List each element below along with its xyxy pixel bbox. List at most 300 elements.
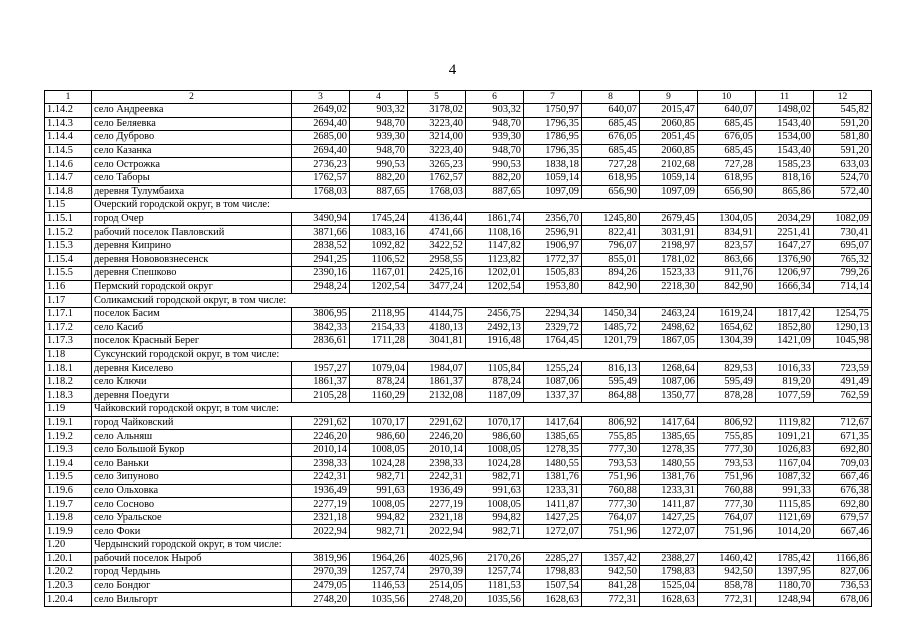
settlement-name: село Беляевка	[92, 117, 292, 131]
row-code: 1.17.1	[45, 307, 92, 321]
value-cell: 842,90	[582, 280, 640, 294]
value-cell: 2105,28	[292, 389, 350, 403]
value-cell: 982,71	[466, 525, 524, 539]
value-cell: 656,90	[582, 185, 640, 199]
value-cell: 736,53	[814, 579, 872, 593]
value-cell: 1121,69	[756, 511, 814, 525]
row-code: 1.17.3	[45, 335, 92, 349]
value-cell: 990,53	[350, 158, 408, 172]
value-cell: 942,50	[698, 566, 756, 580]
table-row	[45, 457, 872, 471]
section-title: Суксунский городской округ, в том числе:	[92, 348, 872, 362]
value-cell: 1411,87	[640, 498, 698, 512]
settlement-name: поселок Басим	[92, 307, 292, 321]
value-cell: 864,88	[582, 389, 640, 403]
value-cell: 991,63	[350, 484, 408, 498]
value-cell: 640,07	[582, 104, 640, 118]
settlement-name: село Фоки	[92, 525, 292, 539]
value-cell: 994,82	[466, 511, 524, 525]
value-cell: 1035,56	[466, 593, 524, 607]
table-row	[45, 389, 872, 403]
value-cell: 2356,70	[524, 212, 582, 226]
value-cell: 863,66	[698, 253, 756, 267]
value-cell: 1077,59	[756, 389, 814, 403]
value-cell: 3806,95	[292, 307, 350, 321]
value-cell: 755,85	[582, 430, 640, 444]
table-row	[45, 253, 872, 267]
value-cell: 2958,55	[408, 253, 466, 267]
value-cell: 822,41	[582, 226, 640, 240]
value-cell: 3214,00	[408, 131, 466, 145]
value-cell: 793,53	[582, 457, 640, 471]
value-cell: 1838,18	[524, 158, 582, 172]
value-cell: 1543,40	[756, 117, 814, 131]
table-row	[45, 267, 872, 281]
row-code: 1.14.6	[45, 158, 92, 172]
row-code: 1.19.1	[45, 416, 92, 430]
value-cell: 1119,82	[756, 416, 814, 430]
value-cell: 755,85	[698, 430, 756, 444]
table-row	[45, 416, 872, 430]
settlement-name: деревня Киселево	[92, 362, 292, 376]
value-cell: 1233,31	[524, 484, 582, 498]
value-cell: 878,28	[698, 389, 756, 403]
value-cell: 2321,18	[292, 511, 350, 525]
value-cell: 2034,29	[756, 212, 814, 226]
value-cell: 819,20	[756, 375, 814, 389]
value-cell: 1525,04	[640, 579, 698, 593]
row-code: 1.20	[45, 539, 92, 553]
column-header: 11	[756, 91, 814, 104]
value-cell: 679,57	[814, 511, 872, 525]
value-cell: 727,28	[582, 158, 640, 172]
value-cell: 1817,42	[756, 307, 814, 321]
value-cell: 2948,24	[292, 280, 350, 294]
table-row	[45, 185, 872, 199]
value-cell: 765,32	[814, 253, 872, 267]
value-cell: 1385,65	[640, 430, 698, 444]
settlement-name: село Вильгорт	[92, 593, 292, 607]
value-cell: 948,70	[466, 117, 524, 131]
value-cell: 1059,14	[640, 171, 698, 185]
value-cell: 1008,05	[466, 498, 524, 512]
settlement-name: деревня Поедуги	[92, 389, 292, 403]
row-code: 1.17.2	[45, 321, 92, 335]
value-cell: 1762,57	[408, 171, 466, 185]
value-cell: 2277,19	[292, 498, 350, 512]
column-header: 7	[524, 91, 582, 104]
value-cell: 1146,53	[350, 579, 408, 593]
value-cell: 1906,97	[524, 239, 582, 253]
settlement-name: город Чердынь	[92, 566, 292, 580]
section-title: Соликамский городской округ, в том числе:	[92, 294, 872, 308]
value-cell: 2294,34	[524, 307, 582, 321]
value-cell: 2242,31	[408, 471, 466, 485]
settlement-name: рабочий поселок Павловский	[92, 226, 292, 240]
settlement-name: деревня Тулумбаиха	[92, 185, 292, 199]
value-cell: 1798,83	[640, 566, 698, 580]
value-cell: 948,70	[350, 144, 408, 158]
section-title: Очерский городской округ, в том числе:	[92, 199, 872, 213]
value-cell: 685,45	[582, 144, 640, 158]
value-cell: 818,16	[756, 171, 814, 185]
value-cell: 572,40	[814, 185, 872, 199]
value-cell: 1785,42	[756, 552, 814, 566]
table-row	[45, 579, 872, 593]
settlement-name: село Большой Букор	[92, 443, 292, 457]
value-cell: 667,46	[814, 525, 872, 539]
value-cell: 4144,75	[408, 307, 466, 321]
table-row	[45, 307, 872, 321]
value-cell: 827,06	[814, 566, 872, 580]
value-cell: 939,30	[350, 131, 408, 145]
value-cell: 764,07	[582, 511, 640, 525]
table-row	[45, 171, 872, 185]
value-cell: 777,30	[582, 443, 640, 457]
value-cell: 2836,61	[292, 335, 350, 349]
value-cell: 1619,24	[698, 307, 756, 321]
value-cell: 991,63	[466, 484, 524, 498]
value-cell: 1181,53	[466, 579, 524, 593]
row-code: 1.20.1	[45, 552, 92, 566]
value-cell: 4180,13	[408, 321, 466, 335]
value-cell: 2022,94	[408, 525, 466, 539]
table-row	[45, 117, 872, 131]
table-row	[45, 566, 872, 580]
settlement-name: село Андреевка	[92, 104, 292, 118]
value-cell: 595,49	[698, 375, 756, 389]
value-cell: 878,24	[350, 375, 408, 389]
value-cell: 591,20	[814, 144, 872, 158]
value-cell: 834,91	[698, 226, 756, 240]
value-cell: 1257,74	[466, 566, 524, 580]
value-cell: 3031,91	[640, 226, 698, 240]
value-cell: 1008,05	[350, 498, 408, 512]
value-cell: 1337,37	[524, 389, 582, 403]
value-cell: 676,38	[814, 484, 872, 498]
value-cell: 2321,18	[408, 511, 466, 525]
value-cell: 1953,80	[524, 280, 582, 294]
value-cell: 2170,26	[466, 552, 524, 566]
value-cell: 1798,83	[524, 566, 582, 580]
value-cell: 2514,05	[408, 579, 466, 593]
value-cell: 1861,37	[292, 375, 350, 389]
value-cell: 1647,27	[756, 239, 814, 253]
value-cell: 1666,34	[756, 280, 814, 294]
value-cell: 829,53	[698, 362, 756, 376]
table-row	[45, 131, 872, 145]
value-cell: 865,86	[756, 185, 814, 199]
value-cell: 2060,85	[640, 144, 698, 158]
value-cell: 1450,34	[582, 307, 640, 321]
settlement-name: село Ключи	[92, 375, 292, 389]
value-cell: 2838,52	[292, 239, 350, 253]
row-code: 1.15.3	[45, 239, 92, 253]
value-cell: 676,05	[698, 131, 756, 145]
value-cell: 841,28	[582, 579, 640, 593]
value-cell: 1202,54	[466, 280, 524, 294]
value-cell: 3265,23	[408, 158, 466, 172]
value-cell: 1385,65	[524, 430, 582, 444]
value-cell: 3871,66	[292, 226, 350, 240]
value-cell: 762,59	[814, 389, 872, 403]
value-cell: 2694,40	[292, 117, 350, 131]
column-header: 8	[582, 91, 640, 104]
value-cell: 524,70	[814, 171, 872, 185]
value-cell: 3223,40	[408, 117, 466, 131]
value-cell: 1187,09	[466, 389, 524, 403]
value-cell: 986,60	[466, 430, 524, 444]
value-cell: 2679,45	[640, 212, 698, 226]
column-header: 5	[408, 91, 466, 104]
value-cell: 1115,85	[756, 498, 814, 512]
value-cell: 2388,27	[640, 552, 698, 566]
table-row	[45, 226, 872, 240]
value-cell: 939,30	[466, 131, 524, 145]
value-cell: 656,90	[698, 185, 756, 199]
value-cell: 2277,19	[408, 498, 466, 512]
table-row	[45, 335, 872, 349]
value-cell: 2198,97	[640, 239, 698, 253]
value-cell: 1480,55	[524, 457, 582, 471]
row-code: 1.20.2	[45, 566, 92, 580]
value-cell: 1764,45	[524, 335, 582, 349]
value-cell: 1304,39	[698, 335, 756, 349]
value-cell: 1852,80	[756, 321, 814, 335]
value-cell: 1087,06	[524, 375, 582, 389]
value-cell: 1082,09	[814, 212, 872, 226]
table-row	[45, 593, 872, 607]
value-cell: 1507,54	[524, 579, 582, 593]
value-cell: 3422,52	[408, 239, 466, 253]
row-code: 1.19.9	[45, 525, 92, 539]
value-cell: 2291,62	[408, 416, 466, 430]
value-cell: 1654,62	[698, 321, 756, 335]
value-cell: 1278,35	[524, 443, 582, 457]
value-cell: 982,71	[350, 525, 408, 539]
value-cell: 1272,07	[524, 525, 582, 539]
row-code: 1.14.2	[45, 104, 92, 118]
value-cell: 2398,33	[292, 457, 350, 471]
value-cell: 1796,35	[524, 144, 582, 158]
row-code: 1.18.2	[45, 375, 92, 389]
settlement-name: город Очер	[92, 212, 292, 226]
value-cell: 685,45	[698, 117, 756, 131]
value-cell: 882,20	[350, 171, 408, 185]
value-cell: 2736,23	[292, 158, 350, 172]
value-cell: 1376,90	[756, 253, 814, 267]
value-cell: 723,59	[814, 362, 872, 376]
value-cell: 1272,07	[640, 525, 698, 539]
value-cell: 1768,03	[408, 185, 466, 199]
value-cell: 1105,84	[466, 362, 524, 376]
value-cell: 1070,17	[466, 416, 524, 430]
value-cell: 1936,49	[408, 484, 466, 498]
column-header: 9	[640, 91, 698, 104]
row-code: 1.15	[45, 199, 92, 213]
value-cell: 1035,56	[350, 593, 408, 607]
value-cell: 806,92	[698, 416, 756, 430]
settlement-name: село Зипуново	[92, 471, 292, 485]
table-row	[45, 375, 872, 389]
value-cell: 760,88	[582, 484, 640, 498]
row-code: 1.15.5	[45, 267, 92, 281]
value-cell: 903,32	[350, 104, 408, 118]
value-cell: 2970,39	[292, 566, 350, 580]
value-cell: 2218,30	[640, 280, 698, 294]
table-row	[45, 321, 872, 335]
value-cell: 2463,24	[640, 307, 698, 321]
column-header: 6	[466, 91, 524, 104]
value-cell: 1202,54	[350, 280, 408, 294]
value-cell: 618,95	[582, 171, 640, 185]
value-cell: 712,67	[814, 416, 872, 430]
value-cell: 1916,48	[466, 335, 524, 349]
value-cell: 1008,05	[350, 443, 408, 457]
section-row	[45, 403, 872, 417]
value-cell: 1202,01	[466, 267, 524, 281]
settlement-name: село Острожка	[92, 158, 292, 172]
value-cell: 986,60	[350, 430, 408, 444]
value-cell: 1984,07	[408, 362, 466, 376]
value-cell: 591,20	[814, 117, 872, 131]
value-cell: 990,53	[466, 158, 524, 172]
value-cell: 948,70	[466, 144, 524, 158]
value-cell: 882,20	[466, 171, 524, 185]
value-cell: 1070,17	[350, 416, 408, 430]
table-row	[45, 144, 872, 158]
settlement-name: деревня Новововзнесенск	[92, 253, 292, 267]
column-header: 4	[350, 91, 408, 104]
row-code: 1.19.7	[45, 498, 92, 512]
value-cell: 760,88	[698, 484, 756, 498]
value-cell: 1861,74	[466, 212, 524, 226]
value-cell: 671,35	[814, 430, 872, 444]
value-cell: 1201,79	[582, 335, 640, 349]
value-cell: 1381,76	[524, 471, 582, 485]
value-cell: 714,14	[814, 280, 872, 294]
row-code: 1.18.1	[45, 362, 92, 376]
value-cell: 1233,31	[640, 484, 698, 498]
value-cell: 1768,03	[292, 185, 350, 199]
row-code: 1.15.2	[45, 226, 92, 240]
row-code: 1.19	[45, 403, 92, 417]
value-cell: 1026,83	[756, 443, 814, 457]
value-cell: 2242,31	[292, 471, 350, 485]
value-cell: 2685,00	[292, 131, 350, 145]
value-cell: 2390,16	[292, 267, 350, 281]
value-cell: 1411,87	[524, 498, 582, 512]
value-cell: 678,06	[814, 593, 872, 607]
value-cell: 2456,75	[466, 307, 524, 321]
settlement-name: поселок Красный Берег	[92, 335, 292, 349]
value-cell: 2649,02	[292, 104, 350, 118]
value-cell: 1206,97	[756, 267, 814, 281]
value-cell: 1861,37	[408, 375, 466, 389]
value-cell: 806,92	[582, 416, 640, 430]
value-cell: 1024,28	[350, 457, 408, 471]
value-cell: 1762,57	[292, 171, 350, 185]
table-row	[45, 443, 872, 457]
value-cell: 2425,16	[408, 267, 466, 281]
column-header: 1	[45, 91, 92, 104]
value-cell: 1016,33	[756, 362, 814, 376]
value-cell: 751,96	[582, 471, 640, 485]
value-cell: 2015,47	[640, 104, 698, 118]
value-cell: 1781,02	[640, 253, 698, 267]
section-title: Чайковский городской округ, в том числе:	[92, 403, 872, 417]
section-row	[45, 294, 872, 308]
value-cell: 1427,25	[640, 511, 698, 525]
value-cell: 1123,82	[466, 253, 524, 267]
value-cell: 911,76	[698, 267, 756, 281]
value-cell: 595,49	[582, 375, 640, 389]
value-cell: 1059,14	[524, 171, 582, 185]
value-cell: 2596,91	[524, 226, 582, 240]
value-cell: 1254,75	[814, 307, 872, 321]
value-cell: 1087,32	[756, 471, 814, 485]
value-cell: 1745,24	[350, 212, 408, 226]
table-row	[45, 525, 872, 539]
section-row	[45, 539, 872, 553]
value-cell: 751,96	[698, 471, 756, 485]
value-cell: 982,71	[466, 471, 524, 485]
value-cell: 685,45	[698, 144, 756, 158]
value-cell: 1278,35	[640, 443, 698, 457]
column-header: 10	[698, 91, 756, 104]
value-cell: 1166,86	[814, 552, 872, 566]
value-cell: 2154,33	[350, 321, 408, 335]
value-cell: 1505,83	[524, 267, 582, 281]
value-cell: 1485,72	[582, 321, 640, 335]
value-cell: 1628,63	[640, 593, 698, 607]
value-cell: 1711,28	[350, 335, 408, 349]
value-cell: 581,80	[814, 131, 872, 145]
value-cell: 633,03	[814, 158, 872, 172]
value-cell: 2970,39	[408, 566, 466, 580]
settlement-name: село Касиб	[92, 321, 292, 335]
settlement-name: деревня Спешково	[92, 267, 292, 281]
value-cell: 1255,24	[524, 362, 582, 376]
row-code: 1.16	[45, 280, 92, 294]
value-cell: 1097,09	[640, 185, 698, 199]
value-cell: 1024,28	[466, 457, 524, 471]
settlement-name: Пермский городской округ	[92, 280, 292, 294]
value-cell: 3041,81	[408, 335, 466, 349]
value-cell: 3490,94	[292, 212, 350, 226]
section-title: Чердынский городской округ, в том числе:	[92, 539, 872, 553]
value-cell: 618,95	[698, 171, 756, 185]
value-cell: 1268,64	[640, 362, 698, 376]
row-code: 1.19.5	[45, 471, 92, 485]
value-cell: 858,78	[698, 579, 756, 593]
row-code: 1.15.1	[45, 212, 92, 226]
value-cell: 1957,27	[292, 362, 350, 376]
row-code: 1.14.8	[45, 185, 92, 199]
value-cell: 1772,37	[524, 253, 582, 267]
value-cell: 2022,94	[292, 525, 350, 539]
value-cell: 2748,20	[408, 593, 466, 607]
value-cell: 695,07	[814, 239, 872, 253]
value-cell: 2102,68	[640, 158, 698, 172]
value-cell: 3223,40	[408, 144, 466, 158]
tariff-table	[44, 90, 872, 607]
value-cell: 1867,05	[640, 335, 698, 349]
value-cell: 1936,49	[292, 484, 350, 498]
value-cell: 793,53	[698, 457, 756, 471]
value-cell: 1014,20	[756, 525, 814, 539]
value-cell: 1106,52	[350, 253, 408, 267]
